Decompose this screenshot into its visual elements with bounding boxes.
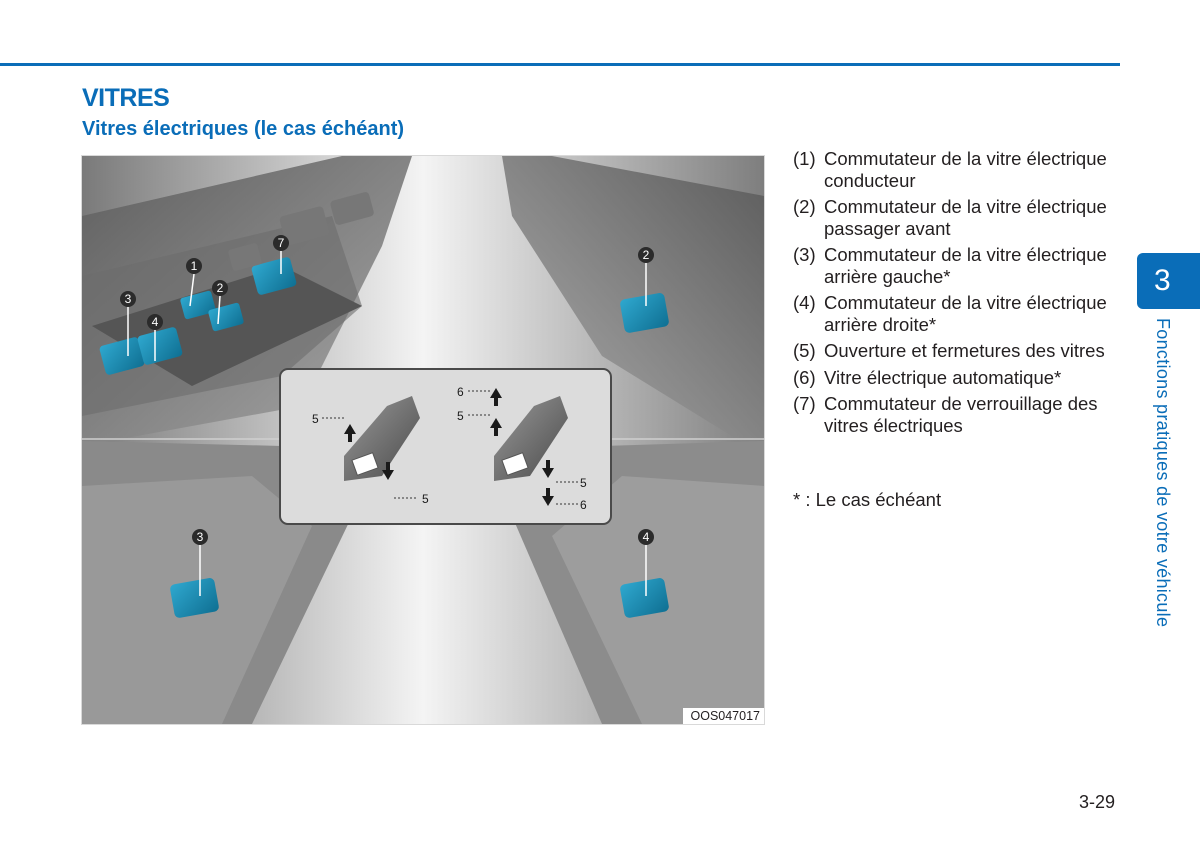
legend-text: Commutateur de verrouillage des vitres électriques — [824, 393, 1098, 436]
legend-text: Commutateur de la vitre électrique arrière gauche* — [824, 244, 1107, 287]
legend-text: Commutateur de la vitre électrique arrière droite* — [824, 292, 1107, 335]
legend-list — [793, 148, 1113, 441]
footnote: * : Le cas échéant — [793, 489, 942, 510]
callout-7: 7 — [277, 236, 285, 250]
legend-item — [793, 196, 1113, 239]
inset-label-5-right-down: 5 — [580, 476, 587, 490]
figure-code: OOS047017 — [683, 708, 765, 724]
switch-operation-inset — [280, 369, 611, 524]
legend-number: (5) — [793, 340, 816, 361]
inset-label-6-right-up: 6 — [457, 385, 464, 399]
legend-text: Commutateur de la vitre électrique passager avant — [824, 196, 1107, 239]
page-number: 3-29 — [1079, 792, 1116, 812]
callout-2: 2 — [216, 281, 224, 295]
legend-number: (4) — [793, 292, 816, 313]
callout-4: 4 — [151, 315, 159, 329]
callout-3: 3 — [124, 292, 132, 306]
header-rule — [0, 63, 1120, 66]
legend-item — [793, 367, 1113, 389]
inset-label-6-right-down: 6 — [580, 498, 587, 512]
legend-item — [793, 292, 1113, 335]
callout-4-rear: 4 — [642, 530, 650, 544]
legend-number: (3) — [793, 244, 816, 265]
callout-3-rear: 3 — [196, 530, 204, 544]
legend-number: (1) — [793, 148, 816, 169]
legend-text: Ouverture et fermetures des vitres — [824, 340, 1105, 361]
window-switch-illustration — [81, 155, 765, 725]
legend-text: Commutateur de la vitre électrique conducteur — [824, 148, 1107, 191]
chapter-title: Fonctions pratiques de votre véhicule — [1153, 318, 1173, 628]
legend-item — [793, 340, 1113, 362]
inset-label-5-right-up: 5 — [457, 409, 464, 423]
legend-text: Vitre électrique automatique* — [824, 366, 1062, 388]
inset-label-5-left-down: 5 — [422, 492, 429, 506]
legend-item — [793, 244, 1113, 287]
section-subtitle: Vitres électriques (le cas échéant) — [82, 118, 405, 140]
legend-item — [793, 148, 1113, 191]
section-title: VITRES — [82, 84, 170, 112]
legend-number: (6) — [793, 366, 816, 388]
illustration-svg — [82, 156, 764, 724]
chapter-tab: 3 — [1137, 253, 1200, 309]
callout-1: 1 — [190, 259, 198, 273]
legend-number: (7) — [793, 393, 816, 414]
legend-number: (2) — [793, 196, 816, 217]
legend-item — [793, 393, 1113, 436]
inset-label-5-left-up: 5 — [312, 412, 319, 426]
callout-2-passenger: 2 — [642, 248, 650, 262]
